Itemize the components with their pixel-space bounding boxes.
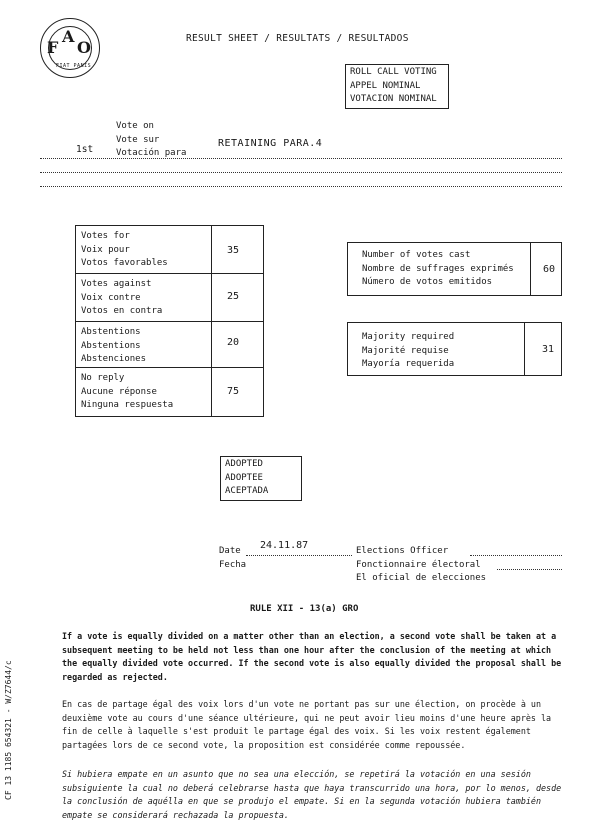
vote-on-label: Votación para — [116, 148, 187, 158]
date-label: Date — [219, 546, 241, 556]
votes-for-cell — [75, 225, 264, 274]
cell-label: Voix contre — [81, 292, 141, 303]
logo-motto: FIAT PANIS — [56, 63, 92, 69]
votes-cast-divider — [530, 242, 531, 296]
result-line: ADOPTEE — [225, 472, 263, 483]
votes-cast-label: Nombre de suffrages exprimés — [362, 263, 514, 274]
dotted-line — [40, 172, 562, 173]
logo-letter-a: A — [62, 27, 75, 46]
rule-text-es: Si hubiera empate en un asunto que no sea una elección, se repetirá la votación en una sesión subsiguiente la cual no deberá celebrarse hasta que haya transcurrido una hora, por lo menos, desde la conclusión de aquélla en que se produjo el empate. Si en la segunda votación hubiera también empate se considerará rechazada la propuesta. — [62, 769, 562, 820]
rule-text-en: If a vote is equally divided on a matter other than an election, a second vote shall be taken at a subsequent meeting to be held not less than one hour after the conclusion of the meeting at which the equally divided vote occurred. If the second vote is also equally divided the proposal shall be regarded as rejected. — [62, 631, 562, 682]
rule-text-fr: En cas de partage égal des voix lors d'un vote ne portant pas sur une élection, on procède à un deuxième vote au cours d'une séance ultérieure, qui ne peut avoir lieu moins d'une heure après la fin de celle à laquelle s'est produit le partage égal des voix. Si les voix restent également partagées lors de ce second vote, la proposition est considérée comme repoussée. — [62, 699, 552, 750]
officer-labels — [356, 545, 486, 586]
officer-dotted-line — [497, 569, 562, 570]
cell-label: No reply — [81, 373, 125, 383]
no-reply-value: 75 — [227, 386, 240, 397]
cell-label: Votes against — [81, 279, 152, 289]
cell-label: Votos favorables — [81, 258, 168, 268]
abstentions-cell — [75, 321, 264, 368]
cell-label: Ninguna respuesta — [81, 400, 174, 410]
voting-type-line: APPEL NOMINAL — [350, 80, 421, 91]
abstentions-value: 20 — [227, 337, 240, 348]
page-title: RESULT SHEET / RESULTATS / RESULTADOS — [186, 33, 409, 44]
result-box — [220, 456, 302, 501]
logo-letter-f: F — [47, 38, 59, 57]
fao-logo — [40, 18, 100, 78]
majority-value: 31 — [542, 344, 555, 355]
cell-label: Abstentions — [81, 340, 141, 351]
rule-title: RULE XII - 13(a) GRO — [250, 604, 359, 614]
voting-type-box — [345, 64, 449, 109]
votes-cast-value: 60 — [543, 264, 556, 275]
voting-type-line: VOTACION NOMINAL — [350, 94, 437, 104]
majority-box — [347, 322, 562, 376]
vote-on-labels — [116, 120, 186, 161]
logo-letter-o: O — [77, 38, 91, 57]
date-labels — [219, 545, 246, 572]
votes-against-value: 25 — [227, 291, 240, 302]
vote-on-label: Vote on — [116, 121, 154, 131]
date-value: 24.11.87 — [260, 540, 309, 551]
majority-label: Mayoría requerida — [362, 359, 455, 369]
majority-label: Majorité requise — [362, 345, 449, 356]
cell-label: Abstentions — [81, 327, 141, 337]
votes-cast-label: Number of votes cast — [362, 250, 471, 260]
votes-against-cell — [75, 273, 264, 322]
margin-code: CF 13 1185 654321 - W/Z7644/c — [4, 660, 13, 800]
dotted-line — [40, 158, 562, 159]
cell-label: Aucune réponse — [81, 386, 157, 397]
cell-label: Abstenciones — [81, 354, 147, 364]
dotted-line — [40, 186, 562, 187]
cell-label: Votes for — [81, 231, 130, 241]
officer-label: Elections Officer — [356, 546, 449, 556]
votes-for-value: 35 — [227, 245, 240, 256]
officer-label: Fonctionnaire électoral — [356, 559, 481, 570]
result-line: ACEPTADA — [225, 486, 269, 496]
majority-divider — [524, 322, 525, 376]
date-dotted-line — [246, 555, 352, 556]
cell-label: Voix pour — [81, 244, 130, 255]
majority-label: Majority required — [362, 332, 455, 342]
officer-dotted-line — [470, 555, 562, 556]
date-label: Fecha — [219, 559, 247, 570]
vote-subject: RETAINING PARA.4 — [218, 138, 323, 149]
officer-label: El oficial de elecciones — [356, 573, 487, 583]
no-reply-cell — [75, 367, 264, 417]
votes-cast-label: Número de votos emitidos — [362, 277, 493, 287]
result-line: ADOPTED — [225, 459, 263, 469]
voting-type-line: ROLL CALL VOTING — [350, 67, 437, 77]
vote-number: 1st — [76, 144, 94, 155]
table-divider — [211, 225, 212, 417]
cell-label: Votos en contra — [81, 306, 163, 316]
vote-on-label: Vote sur — [116, 134, 160, 145]
